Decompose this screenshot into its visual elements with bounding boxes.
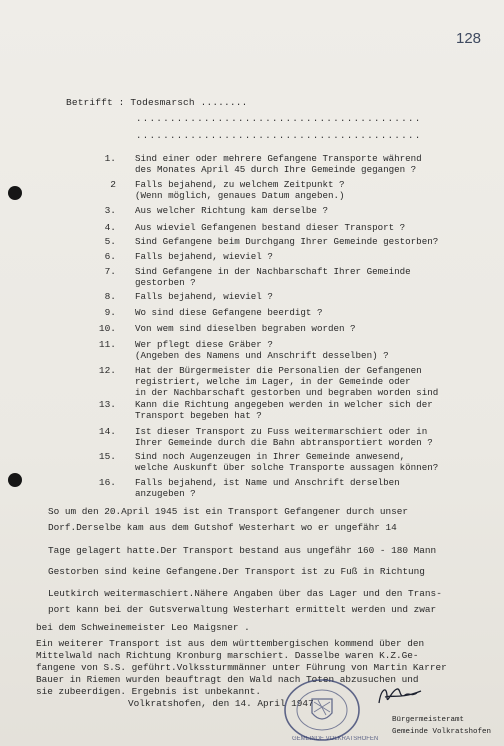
answer-line: Leutkirch weitermaschiert.Nähere Angaben über das Lager und den Trans- [48, 588, 442, 599]
question-number: 15. [98, 451, 116, 462]
place-and-date: Volkratshofen, den 14. April 1947 [128, 698, 314, 709]
question-text [135, 236, 483, 247]
question-text [135, 365, 483, 398]
answer-line: Tage gelagert hatte.Der Transport bestand aus ungefähr 160 - 180 Mann [48, 545, 437, 556]
question-line: Sind einer oder mehrere Gefangene Transporte während [135, 153, 422, 164]
question-number: 6. [104, 251, 116, 262]
signature [375, 683, 425, 709]
subject-dots-line: .......................................... [136, 114, 422, 124]
subject-label: Betrifft [66, 97, 113, 108]
question-number: 3. [104, 205, 116, 216]
question-line: Ist dieser Transport zu Fuss weitermarschiert oder in [135, 426, 428, 437]
question-text [135, 153, 483, 175]
question-line: Wo sind diese Gefangene beerdigt ? [135, 307, 323, 318]
question-line: Kann die Richtung angegeben werden in welcher sich der [135, 399, 433, 410]
question-number: 16. [98, 477, 116, 488]
question-line: Falls bejahend, zu welchem Zeitpunkt ? [135, 179, 345, 190]
question-number: 8. [104, 291, 116, 302]
answer-line: So um den 20.April 1945 ist ein Transport Gefangener durch unser [48, 506, 409, 517]
question-line: Hat der Bürgermeister die Personalien der Gefangenen [135, 365, 422, 376]
question-line: Aus welcher Richtung kam derselbe ? [135, 205, 328, 216]
second-report-line: Ein weiterer Transport ist aus dem württembergischen kommend über den [36, 638, 425, 649]
question-line: Falls bejahend, wieviel ? [135, 251, 273, 262]
question-text [135, 251, 483, 262]
question-line: anzugeben ? [135, 488, 196, 499]
question-line: Wer pflegt diese Gräber ? [135, 339, 273, 350]
question-line: Sind Gefangene beim Durchgang Ihrer Gemeinde gestorben? [135, 236, 439, 247]
question-number: 1. [104, 153, 116, 164]
question-number: 13. [98, 399, 116, 410]
answer-line: Gestorben sind keine Gefangene.Der Transport ist zu Fuß in Richtung [48, 566, 425, 577]
question-number: 4. [104, 222, 116, 233]
answer-line: Dorf.Derselbe kam aus dem Gutshof Westerhart wo er ungefähr 14 [48, 522, 397, 533]
question-line: in der Nachbarschaft gestorben und begraben worden sind [135, 387, 439, 398]
question-line: Von wem sind dieselben begraben worden ? [135, 323, 356, 334]
question-line: des Monates April 45 durch Ihre Gemeinde gegangen ? [135, 164, 417, 175]
question-line: (Wenn möglich, genaues Datum angeben.) [135, 190, 345, 201]
subject-title: Todesmarsch [130, 97, 195, 108]
question-line: Sind Gefangene in der Nachbarschaft Ihrer Gemeinde [135, 266, 411, 277]
question-number: 10. [98, 323, 116, 334]
question-text [135, 451, 483, 473]
second-report-line: sie zubeerdigen. Ergebnis ist unbekannt. [36, 686, 262, 697]
question-line: welche Auskunft über solche Transporte aussagen können? [135, 462, 439, 473]
question-text [135, 323, 483, 334]
question-number: 14. [98, 426, 116, 437]
answer-line: port kann bei der Gutsverwaltung Westerhart ermittelt werden und zwar [48, 604, 437, 615]
question-text [135, 399, 483, 421]
question-line: gestorben ? [135, 277, 196, 288]
punch-hole [8, 473, 22, 487]
office-line: Gemeinde Volkratshofen [392, 728, 492, 736]
question-number: 5. [104, 236, 116, 247]
page-number: 128 [456, 30, 482, 47]
question-line: Sind noch Augenzeugen in Ihrer Gemeinde anwesend, [135, 451, 406, 462]
official-seal-stamp [282, 677, 379, 743]
question-text [135, 307, 483, 318]
question-line: Falls bejahend, ist Name und Anschrift derselben [135, 477, 400, 488]
subject-line [66, 97, 247, 108]
question-line: Transport begeben hat ? [135, 410, 262, 421]
question-text [135, 339, 483, 361]
question-text [135, 291, 483, 302]
question-text [135, 222, 483, 233]
second-report-line: fangene von S.S. geführt.Volkssturmmänner unter Führung von Martin Karrer [36, 662, 447, 673]
second-report-line: Bauer in Riemen wurden beauftragt den Wald nach Toten abzusuchen und [36, 674, 419, 685]
question-line: Aus wieviel Gefangenen bestand dieser Transport ? [135, 222, 406, 233]
subject-dots: ........ [200, 97, 248, 108]
question-line: Ihrer Gemeinde durch die Bahn abtransportiert worden ? [135, 437, 433, 448]
question-line: Falls bejahend, wieviel ? [135, 291, 273, 302]
question-text [135, 477, 483, 499]
office-line: Bürgermeisteramt [392, 716, 465, 724]
question-text [135, 179, 483, 201]
question-line: (Angeben des Namens und Anschrift desselben) ? [135, 350, 389, 361]
subject-dots-line: .......................................... [136, 131, 422, 141]
question-number: 12. [98, 365, 116, 376]
punch-hole [8, 186, 22, 200]
stamp-text: GEMEINDE VOLKRATSHOFEN [292, 736, 379, 742]
question-text [135, 426, 483, 448]
question-text [135, 266, 483, 288]
question-number: 11. [98, 339, 116, 350]
second-report-line: Mittelwald nach Richtung Kronburg marschiert. Dasselbe waren K.Z.Ge- [36, 650, 419, 661]
question-number: 9. [104, 307, 116, 318]
answer-line: bei dem Schweinemeister Leo Maigsner . [36, 622, 250, 633]
question-text [135, 205, 483, 216]
question-number: 7. [104, 266, 116, 277]
question-line: registriert, welche im Lager, in der Gemeinde oder [135, 376, 411, 387]
subject-separator: : [118, 97, 125, 108]
question-number: 2 [110, 179, 116, 190]
